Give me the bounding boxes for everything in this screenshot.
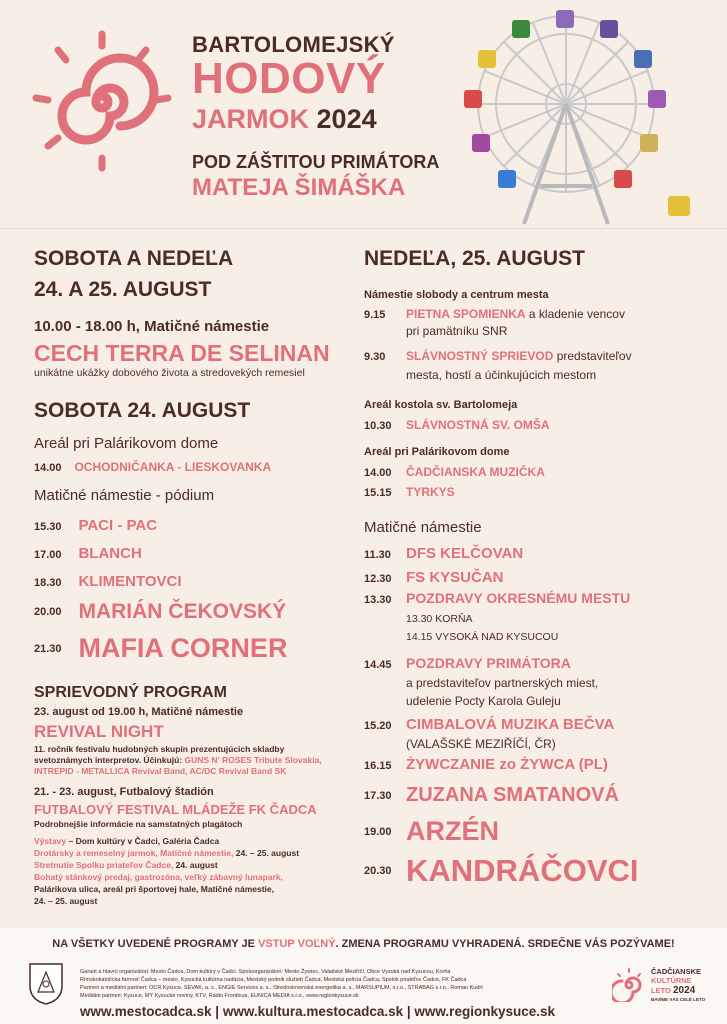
podium-event-row <box>34 600 286 624</box>
summer-logo-tagline: BAVÍME VÁS CELÉ LETO <box>651 997 706 1002</box>
event-name: ARZÉN <box>406 816 499 846</box>
event-time: 9.30 <box>364 351 386 363</box>
event-name: FS KYSUČAN <box>406 569 504 586</box>
organizers-line-2: Rímskokatolícka farnosť Čadca – mesto, Kysucká kultúrna nadácia, Mestský podnik služieb Čadca, Mestská polícia Čadca, Spolok priateľov Čadce, FK Čadca <box>80 977 467 983</box>
event-time: 18.30 <box>34 577 62 589</box>
event-name: DFS KELČOVAN <box>406 545 524 562</box>
revival-desc-2b: GUNS N' ROSES Tribute Slovakia, <box>184 755 322 765</box>
header-jarmok: JARMOK <box>192 104 310 134</box>
misc-1a: Výstavy <box>34 836 67 846</box>
event-time: 19.00 <box>364 825 392 838</box>
event-time: 15.30 <box>34 521 62 533</box>
summer-logo-icon <box>612 968 646 1002</box>
event-name: BLANCH <box>78 545 142 562</box>
event-name: SLÁVNOSTNÁ SV. OMŠA <box>406 418 550 432</box>
venue-palarik: Areál pri Palárikovom dome <box>364 446 510 458</box>
fk-date-bold: 21. - 23. august <box>34 786 114 798</box>
weekend-heading-1: SOBOTA A NEDEĽA <box>34 247 234 270</box>
revival-desc-1: 11. ročník festivalu hudobných skupín prezentujúcich skladby <box>34 744 285 754</box>
podium-event-row <box>34 545 142 563</box>
event-time: 9.15 <box>364 309 386 321</box>
palarik-venue: Areál pri Palárikovom dome <box>34 435 219 452</box>
cech-time: 10.00 - 18.00 h, Matičné námestie <box>34 318 270 335</box>
event-time: 14.45 <box>364 659 392 671</box>
misc-2a: Drotársky a remeselný jarmok, Matičné námestie, <box>34 848 234 858</box>
summer-logo-year: 2024 <box>672 985 696 996</box>
fk-title: FUTBALOVÝ FESTIVAL MLÁDEŽE FK ČADCA <box>34 802 317 817</box>
header-year: 2024 <box>316 104 377 134</box>
event-time: 17.00 <box>34 549 62 561</box>
header-hodovy: HODOVÝ <box>192 54 386 103</box>
bar-part-d: SRDEČNE VÁS POZÝVAME! <box>527 938 675 950</box>
weekend-heading-2: 24. A 25. AUGUST <box>34 278 212 301</box>
palarik-event-row <box>34 458 271 476</box>
misc-line-3 <box>34 860 218 870</box>
revival-desc-2 <box>34 755 322 765</box>
misc-2b: 24. – 25. august <box>233 848 300 858</box>
side-program-heading: SPRIEVODNÝ PROGRAM <box>34 684 227 701</box>
event-name: OCHODNIČANKA - LIESKOVANKA <box>74 460 272 474</box>
event-row <box>364 545 523 563</box>
event-time: 11.30 <box>364 549 391 561</box>
event-row <box>364 655 571 673</box>
fk-date-rest: , Futbalový štadión <box>113 786 214 798</box>
misc-3a: Stretnutie Spolku priateľov Čadce, <box>34 860 174 870</box>
fk-date <box>34 786 214 798</box>
event-sub: 14.15 VYSOKÁ NAD KYSUCOU <box>406 631 559 643</box>
footer <box>0 928 727 1024</box>
event-row <box>364 349 632 363</box>
revival-desc-3: INTREPID - METALLICA Revival Band, AC/DC Revival Band SK <box>34 766 287 776</box>
event-time: 20.30 <box>364 865 392 877</box>
cech-title: CECH TERRA DE SELINAN <box>34 340 330 366</box>
misc-line-6: 24. – 25. august <box>34 896 98 906</box>
event-row <box>364 416 550 434</box>
revival-desc-2a: svetoznámych interpretov. Účinkujú: <box>34 755 185 765</box>
venue-kostol: Areál kostola sv. Bartolomeja <box>364 399 518 411</box>
event-row <box>364 756 608 774</box>
event-time: 21.30 <box>34 642 62 655</box>
event-time: 14.00 <box>364 467 392 479</box>
cech-desc: unikátne ukážky dobového života a stredovekých remesiel <box>34 367 305 379</box>
event-time: 10.30 <box>364 420 392 432</box>
event-row <box>364 463 545 481</box>
misc-3b: 24. august <box>173 860 218 870</box>
misc-line-1 <box>34 836 219 846</box>
misc-1b: – Dom kultúry v Čadci, Galéria Čadca <box>66 836 220 846</box>
event-time: 15.20 <box>364 720 392 732</box>
header-line1: BARTOLOMEJSKÝ <box>192 32 395 57</box>
saturday-heading: SOBOTA 24. AUGUST <box>34 399 251 422</box>
revival-date <box>34 706 243 718</box>
event-name: SLÁVNOSTNÝ SPRIEVOD <box>406 349 554 363</box>
websites[interactable]: www.mestocadca.sk | www.kultura.mestocadca.sk | www.regionkysuce.sk <box>80 1004 555 1019</box>
coat-of-arms-icon <box>28 962 64 1006</box>
event-time: 15.15 <box>364 487 392 499</box>
event-desc-line: pri pamätníku SNR <box>406 324 508 338</box>
event-row <box>364 590 630 608</box>
event-name: MAFIA CORNER <box>78 633 288 663</box>
misc-line-4: Bohatý stánkový predaj, gastrozóna, veľký zábavný lunapark, <box>34 872 283 882</box>
event-name: ČADČIANSKA MUZIČKA <box>406 465 545 479</box>
sunday-heading: NEDEĽA, 25. AUGUST <box>364 247 585 270</box>
header-mayor: MATEJA ŠIMÁŠKA <box>192 174 406 201</box>
event-name: TYRKYS <box>406 485 455 499</box>
event-row <box>364 569 504 587</box>
event-sub: 13.30 KORŇA <box>406 613 473 625</box>
organizers-line-1: Garant a hlavní organizátori: Mesto Čadca, Dom kultúry v Čadci. Spoluorganizátori: Mesto Žywiec, Valašské Meziříčí, Obce Vysoká nad Kysucou, Korňa <box>80 969 451 975</box>
podium-event-row <box>34 517 157 535</box>
header-patronage: POD ZÁŠTITOU PRIMÁTORA <box>192 152 440 172</box>
bar-part-b: VSTUP VOĽNÝ <box>258 938 336 950</box>
fk-desc: Podrobnejšie informácie na samstatných plagátoch <box>34 819 243 829</box>
event-row <box>364 784 619 807</box>
event-row <box>364 483 455 501</box>
podium-event-row <box>34 633 287 664</box>
event-desc-line: mesta, hostí a účinkujúcich mestom <box>406 368 597 382</box>
event-name: KANDRÁČOVCI <box>406 853 639 888</box>
event-row <box>364 307 625 321</box>
podium-venue: Matičné námestie - pódium <box>34 487 215 504</box>
event-time: 12.30 <box>364 573 392 585</box>
media-partners-line: Mediálni partneri: Kysuce, MY Kysucké noviny, KTV, Rádio Frontinus, EUNICA MEDIA s.r.o., www.regionkysuce.sk <box>80 993 359 999</box>
venue-namestie-slobody: Námestie slobody a centrum mesta <box>364 289 549 301</box>
podium-event-row <box>34 573 182 591</box>
event-desc-line: a predstaviteľov partnerských miest, <box>406 676 599 690</box>
summer-logo-line2: KULTÚRNE <box>651 976 692 985</box>
event-row <box>364 716 614 734</box>
event-time: 14.00 <box>34 462 62 474</box>
event-name: PACI - PAC <box>78 517 158 534</box>
event-desc: a kladenie vencov <box>525 307 625 321</box>
event-time: 16.15 <box>364 760 392 772</box>
event-row <box>364 853 639 889</box>
event-name: MARIÁN ČEKOVSKÝ <box>78 600 287 623</box>
event-name: KLIMENTOVCI <box>78 573 182 590</box>
right-column <box>364 0 704 920</box>
revival-date-bold: 23. august <box>34 706 89 718</box>
summer-logo-leto: LETO <box>651 986 671 995</box>
event-name: PIETNA SPOMIENKA <box>406 307 526 321</box>
misc-line-5: Palárikova ulica, areál pri športovej hale, Matičné námestie, <box>34 884 274 894</box>
partners-line: Partneri a mediálni partneri: OCR Kysuce, SEVAK, a. s., ENGIE Services a. s., Stredoslovenská energetika a. s., MARSUPIUM, s.r.o., STRABAG s.r.o., Roman Kudrt <box>80 985 483 991</box>
summer-logo-line1: ČADČIANSKE <box>651 967 702 976</box>
event-time: 20.00 <box>34 606 62 618</box>
event-time: 13.30 <box>364 594 392 606</box>
bar-part-a: NA VŠETKY UVEDENÉ PROGRAMY JE <box>52 938 259 950</box>
event-time: 17.30 <box>364 789 392 802</box>
event-name: POZDRAVY PRIMÁTORA <box>406 655 571 671</box>
free-entry-bar <box>0 938 727 950</box>
event-name: ŻYWCZANIE zo ŻYWCA (PL) <box>406 756 608 773</box>
revival-date-rest: od 19.00 h, Matičné námestie <box>88 706 244 718</box>
event-desc-line: udelenie Pocty Karola Guleju <box>406 694 561 708</box>
bar-part-c: . ZMENA PROGRAMU VYHRADENÁ. <box>335 938 528 950</box>
event-name: POZDRAVY OKRESNÉMU MESTU <box>406 590 631 606</box>
event-desc: predstaviteľov <box>553 349 632 363</box>
venue-maticne: Matičné námestie <box>364 519 482 536</box>
event-name: ZUZANA SMATANOVÁ <box>406 784 619 806</box>
summer-logo-line3 <box>651 985 695 996</box>
event-desc-line: (VALAŠSKÉ MEZIŘÍČÍ, ČR) <box>406 737 556 751</box>
misc-line-2 <box>34 848 299 858</box>
left-column <box>34 0 354 920</box>
event-name: CIMBALOVÁ MUZIKA BEČVA <box>406 716 615 733</box>
revival-title: REVIVAL NIGHT <box>34 722 164 741</box>
event-row <box>364 816 499 847</box>
